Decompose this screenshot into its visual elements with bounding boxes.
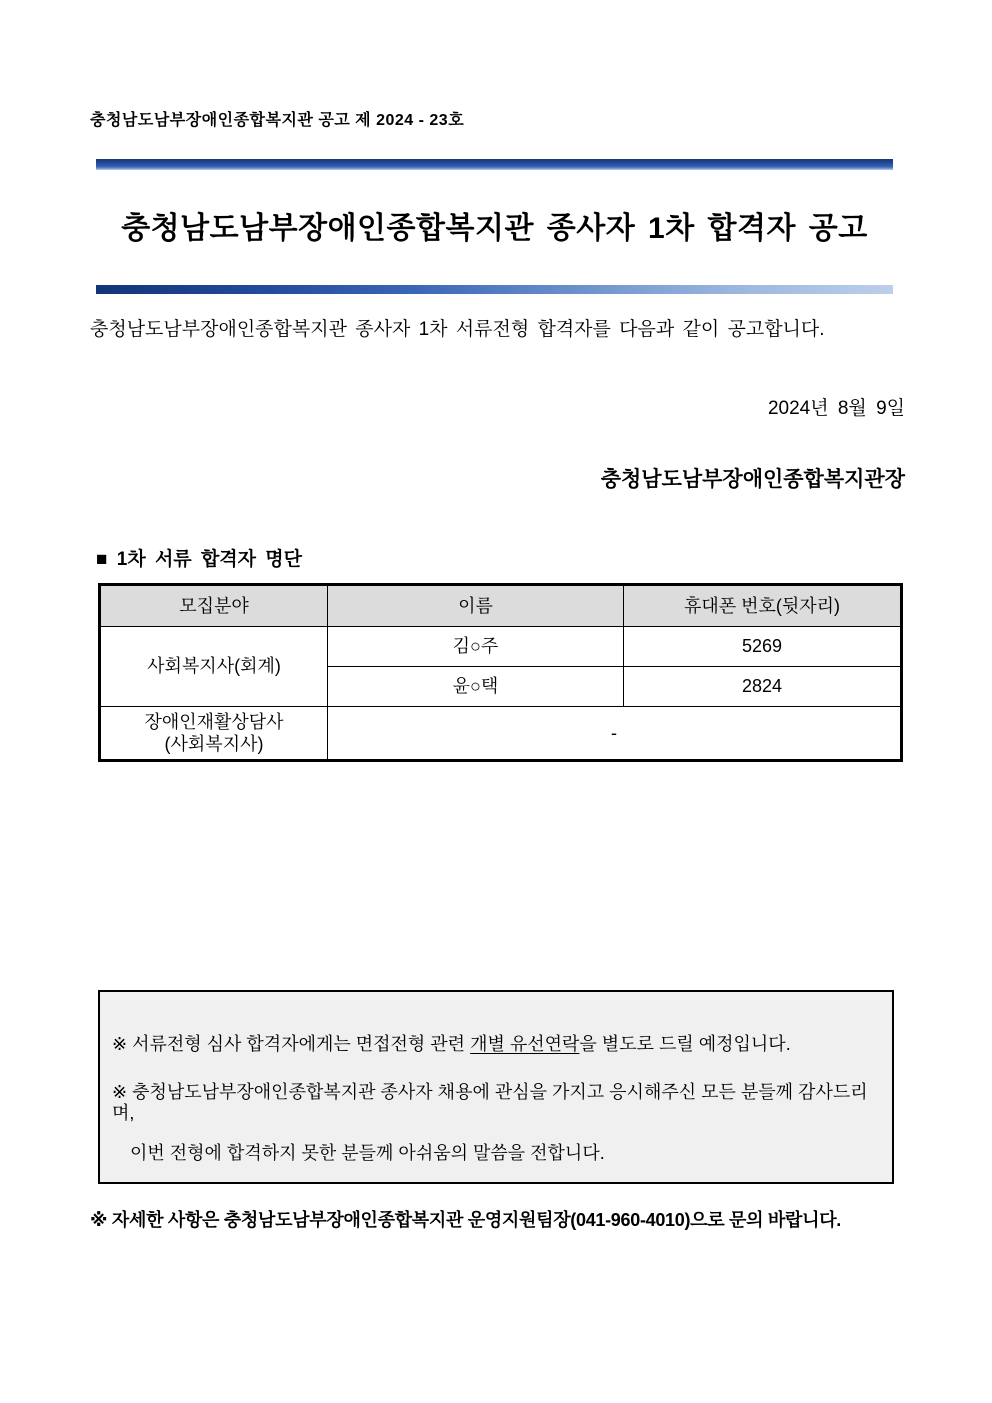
note-line-3: 이번 전형에 합격하지 못한 분들께 아쉬움의 말씀을 전합니다. — [130, 1142, 605, 1163]
note1-suffix: 을 별도로 드릴 예정입니다. — [579, 1034, 791, 1054]
phone-cell: 5269 — [624, 627, 902, 667]
note-line-1 — [112, 1034, 876, 1056]
section-heading: ■ 1차 서류 합격자 명단 — [96, 549, 302, 570]
note-line-2: ※ 충청남도남부장애인종합복지관 종사자 채용에 관심을 가지고 응시해주신 모든 분들께 감사드리며, — [112, 1081, 868, 1124]
column-header-name: 이름 — [328, 585, 624, 627]
category-line1: 장애인재활상담사 — [144, 711, 284, 732]
merged-empty-cell: - — [328, 707, 902, 761]
signature: 충청남도남부장애인종합복지관장 — [600, 468, 905, 491]
category-cell — [100, 707, 328, 761]
category-cell: 사회복지사(회계) — [100, 627, 328, 707]
title-divider-bottom — [96, 285, 893, 294]
contact-note: ※ 자세한 사항은 충청남도남부장애인종합복지관 운영지원팀장(041-960-4010)으로 문의 바랍니다. — [90, 1210, 841, 1230]
announcement-date: 2024년 8월 9일 — [767, 398, 905, 419]
page-title: 충청남도남부장애인종합복지관 종사자 1차 합격자 공고 — [121, 212, 868, 245]
doc-number: 충청남도남부장애인종합복지관 공고 제 2024 - 23호 — [90, 112, 465, 129]
note1-prefix: ※ 서류전형 심사 합격자에게는 면접전형 관련 — [112, 1034, 471, 1054]
notes-box — [98, 990, 894, 1184]
phone-cell: 2824 — [624, 667, 902, 707]
table-header-row — [100, 585, 902, 627]
title-divider-top — [96, 159, 893, 170]
name-cell: 윤○택 — [328, 667, 624, 707]
table-row — [100, 627, 902, 667]
category-line2: (사회복지사) — [164, 734, 264, 754]
column-header-category: 모집분야 — [100, 585, 328, 627]
intro-text: 충청남도남부장애인종합복지관 종사자 1차 서류전형 합격자를 다음과 같이 공고합니다. — [90, 319, 825, 340]
applicants-table — [98, 583, 903, 762]
name-cell: 김○주 — [328, 627, 624, 667]
note1-underlined: 개별 유선연락 — [470, 1034, 580, 1054]
table-row — [100, 707, 902, 761]
column-header-phone: 휴대폰 번호(뒷자리) — [624, 585, 902, 627]
